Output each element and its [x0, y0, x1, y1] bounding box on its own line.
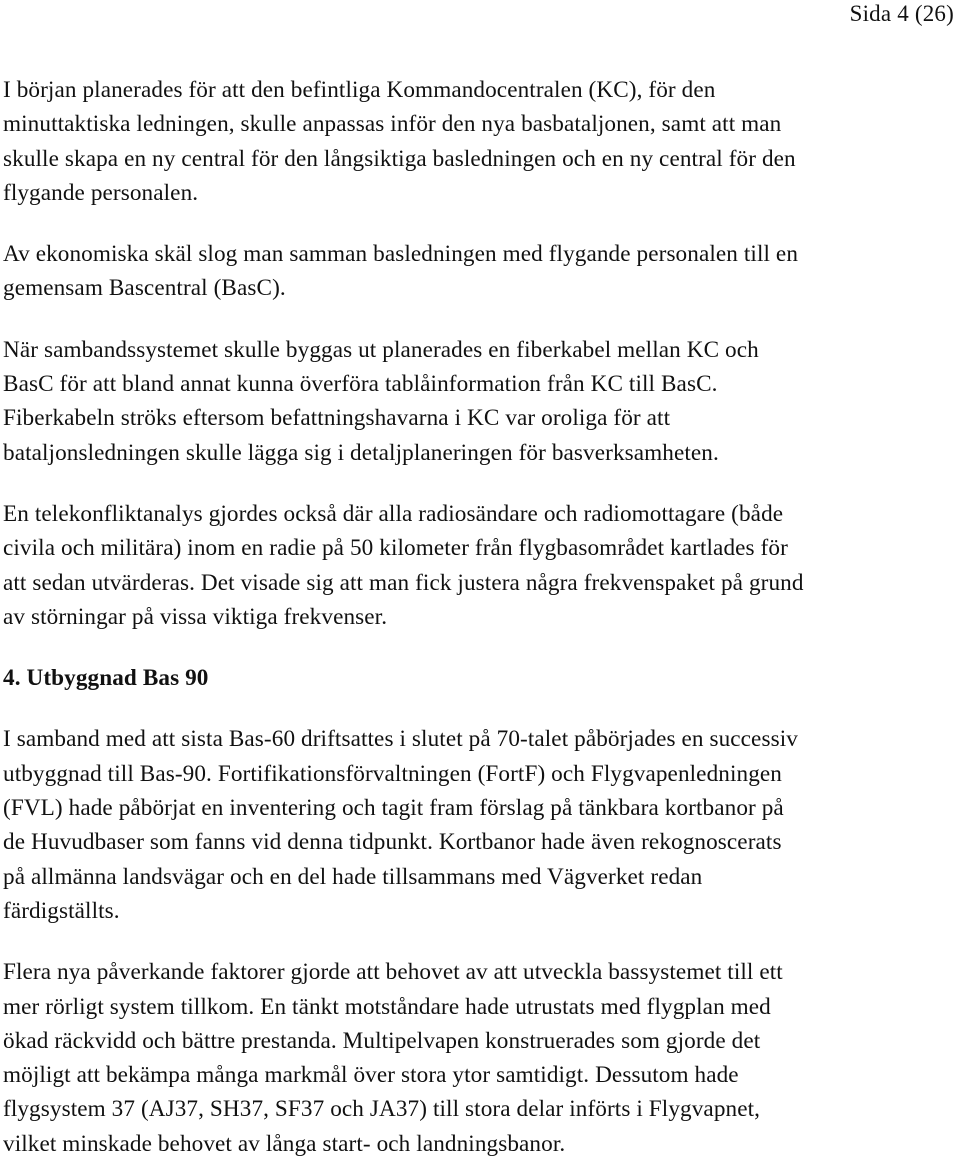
paragraph-3 — [3, 333, 958, 470]
text-line: de Huvudbaser som fanns vid denna tidpunkt. Kortbanor hade även rekognoscerats — [3, 829, 782, 856]
text-line: Flera nya påverkande faktorer gjorde att behovet av att utveckla bassystemet till ett — [3, 959, 783, 986]
text-line: bataljonsledningen skulle lägga sig i detaljplaneringen för basverksamheten. — [3, 439, 719, 466]
text-line: flygsystem 37 (AJ37, SH37, SF37 och JA37) till stora delar införts i Flygvapnet, — [3, 1096, 761, 1123]
text-line: Fiberkabeln ströks eftersom befattningshavarna i KC var oroliga för att — [3, 405, 671, 432]
text-line: BasC för att bland annat kunna överföra tablåinformation från KC till BasC. — [3, 371, 718, 398]
text-line: När sambandssystemet skulle byggas ut planerades en fiberkabel mellan KC och — [3, 336, 759, 363]
text-line: på allmänna landsvägar och en del hade tillsammans med Vägverket redan — [3, 863, 703, 890]
text-line: färdigställts. — [3, 897, 120, 924]
text-line: utbyggnad till Bas-90. Fortifikationsförvaltningen (FortF) och Flygvapenledningen — [3, 760, 782, 787]
text-line: ökad räckvidd och bättre prestanda. Multipelvapen konstruerades som gjorde det — [3, 1027, 761, 1054]
text-line: Av ekonomiska skäl slog man samman basledningen med flygande personalen till en — [3, 241, 799, 268]
text-line: I början planerades för att den befintliga Kommandocentralen (KC), för den — [3, 77, 716, 103]
text-line: civila och militära) inom en radie på 50 kilometer från flygbasområdet kartlades för — [3, 535, 788, 562]
text-line: I samband med att sista Bas-60 driftsattes i slutet på 70-talet påbörjades en successiv — [3, 726, 798, 753]
text-line: gemensam Bascentral (BasC). — [3, 275, 286, 302]
paragraph-4 — [3, 497, 958, 634]
text-line: skulle skapa en ny central för den långsiktiga basledningen och en ny central för den — [3, 145, 796, 172]
text-line: (FVL) hade påbörjat en inventering och tagit fram förslag på tänkbara kortbanor på — [3, 795, 784, 822]
text-line: av störningar på vissa viktiga frekvenser. — [3, 603, 388, 630]
text-line: minuttaktiska ledningen, skulle anpassas inför den nya basbataljonen, samt att man — [3, 111, 782, 138]
paragraph-5 — [3, 722, 958, 928]
paragraph-6 — [3, 955, 958, 1161]
text-line: vilket minskade behovet av långa start- och landningsbanor. — [3, 1130, 566, 1157]
paragraph-2 — [3, 237, 958, 306]
section-heading: 4. Utbyggnad Bas 90 — [3, 665, 209, 692]
paragraph-1 — [3, 73, 958, 210]
text-line: En telekonfliktanalys gjordes också där alla radiosändare och radiomottagare (både — [3, 500, 784, 527]
text-line: att sedan utvärderas. Det visade sig att man fick justera några frekvenspaket på grund — [3, 569, 804, 596]
text-line: mer rörligt system tillkom. En tänkt motståndare hade utrustats med flygplan med — [3, 993, 771, 1020]
text-line: möjligt att bekämpa många markmål över stora ytor samtidigt. Dessutom hade — [3, 1062, 739, 1089]
document-body — [3, 73, 958, 1161]
page-number: Sida 4 (26) — [849, 1, 954, 26]
text-line: flygande personalen. — [3, 179, 199, 206]
